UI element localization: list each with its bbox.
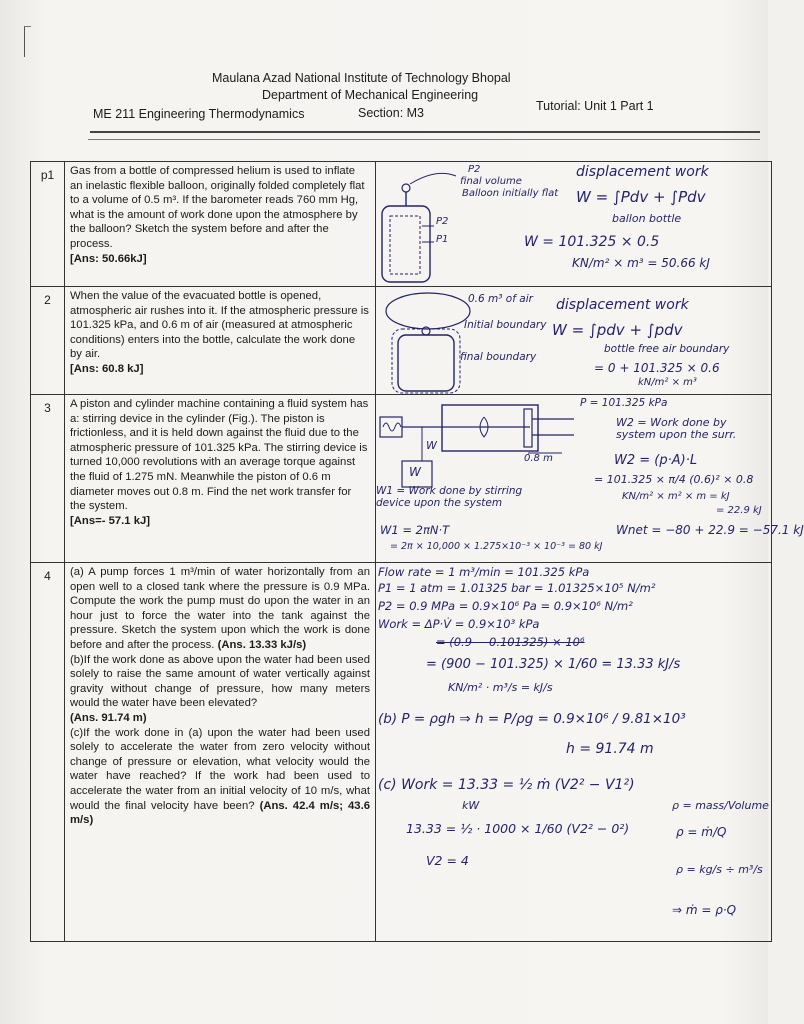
solution-line: W = ∫Pdv + ∫Pdv [576,188,706,206]
evacuated-bottle-sketch [380,291,480,395]
solution-line: KN/m² × m² × m = kJ [622,491,730,502]
solution-line: ρ = kg/s ÷ m³/s [676,863,763,876]
solution-line: h = 91.74 m [566,741,654,757]
solution-line: P2 = 0.9 MPa = 0.9×10⁶ Pa = 0.9×10⁶ N/m² [378,599,633,613]
problem-part-a: (a) A pump forces 1 m³/min of water horizontally from an open well to a closed tank where the pressure is 0.9 MPa. Compute the work the pump must do upon the water in an hour just to force the water into the tank against the pressure. Sketch the system upon which the work is done before and after the process. [70,566,370,651]
problem-answer: (Ans. 42.4 m/s; 43.6 m/s) [70,799,371,827]
solution-line: = 101.325 × π/4 (0.6)² × 0.8 [594,473,754,486]
sketch-label: Balloon initially flat [462,188,559,199]
problem-statement: A piston and cylinder machine containing a fluid system has a: stirring device in the cylinder (Fig.). The piston is frictionless, and it is held down against the fluid due to the atmospheric pressure of 101.325 kPa. The stirring device is turned 10,000 revolutions with an average torque against the fluid of 1.275 mN. Meanwhile the piston of 0.6 m diameter moves out 0.8 m. Find the net work transfer for the system. [70,398,369,513]
tutorial-label: Tutorial: Unit 1 Part 1 [536,99,654,113]
header-rule [90,131,760,133]
problem-text [65,395,376,563]
solution-line: W2 = (p·A)·L [614,453,698,468]
header-rule-secondary [88,139,760,140]
solution-line: 13.33 = ½ · 1000 × 1/60 (V2² − 0²) [406,821,630,836]
solution-line: Work = ΔP·V̇ = 0.9×10³ kPa [378,617,540,631]
solution-line: (c) Work = 13.33 = ½ ṁ (V2² − V1²) [378,777,635,793]
solution-line: ballon bottle [612,212,682,225]
problem-number: 2 [31,287,65,395]
problem-number: 4 [31,563,65,942]
solution-line: = 0 + 101.325 × 0.6 [594,361,720,375]
problem-part-c: (c)If the work done in (a) upon the water had been used solely to accelerate the water from zero velocity without change of pressure or elevation, what velocity would the water have reached? If the work had been used to accelerate the water from an initial velocity of 10 m/s, what would the final velocity have been? [70,726,370,812]
solution-line: W1 = Work done by stirring device upon the system [376,485,523,509]
solution-line: ρ = mass/Volume [672,799,769,812]
solution-line: displacement work [556,297,689,313]
piston-cylinder-sketch [378,399,578,491]
problem-row [31,563,772,942]
sketch-label: 0.8 m [524,453,553,464]
solution-line: V2 = 4 [426,853,469,868]
sketch-label: final volume [460,176,522,187]
sketch-label: 0.6 m³ of air [468,293,533,305]
problem-row [31,395,772,563]
problem-part-b: (b)If the work done as above upon the water had been used solely to raise the same amount of water vertically against gravity without change of pressure, how many meters would the water have been elevated? [70,653,370,710]
solution-line: bottle free air boundary [604,343,730,355]
problem-text [65,563,376,942]
solution-line: = 2π × 10,000 × 1.275×10⁻³ × 10⁻³ = 80 kJ [390,541,603,552]
sketch-label: P2 [468,164,481,175]
problem-answer: (Ans. 91.74 m) [70,711,147,724]
solution-line: W2 = Work done by system upon the surr. [616,416,737,441]
handwritten-solution [376,287,772,395]
course-title: ME 211 Engineering Thermodynamics [93,107,305,121]
solution-line: KN/m² × m³ = 50.66 kJ [572,256,710,270]
solution-line: (b) P = ρgh ⇒ h = P/ρg = 0.9×10⁶ / 9.81×10³ [378,711,686,727]
problem-statement: Gas from a bottle of compressed helium is used to inflate an inelastic flexible balloon, originally folded completely flat to a volume of 0.5 m³. If the barometer reads 760 mm Hg, what is the amount of work done upon the atmosphere by the balloon? Sketch the system before and after the process. [70,165,365,250]
institute-name: Maulana Azad National Institute of Technology Bhopal [212,71,511,85]
solution-line: W = 101.325 × 0.5 [524,234,660,250]
problem-text [65,287,376,395]
sketch-label: P = 101.325 kPa [580,397,668,409]
solution-line: kW [462,799,480,812]
problem-statement: When the value of the evacuated bottle is opened, atmospheric air rushes into it. If the atmospheric pressure is 101.325 kPa, and 0.6 m of air (measured at atmospheric conditions) enters into the bottle, calculate the work done by air. [70,290,369,361]
problem-row [31,162,772,287]
department-name: Department of Mechanical Engineering [262,88,479,102]
sketch-label: Initial boundary [464,319,547,331]
solution-line: kN/m² × m³ [638,377,697,388]
problems-table [30,161,804,942]
sketch-label: W [426,439,437,452]
problem-row [31,287,772,395]
problem-number: p1 [31,162,65,287]
problem-number: 3 [31,395,65,563]
problem-text [65,162,376,287]
corner-mark [24,26,31,57]
solution-line: displacement work [576,164,709,180]
solution-line: P1 = 1 atm = 1.01325 bar = 1.01325×10⁵ N/m² [378,581,656,595]
sketch-label: P1 [436,234,449,245]
problem-answer: (Ans. 13.33 kJ/s) [217,638,307,651]
sketch-label: P2 [436,216,449,227]
solution-line: ρ = ṁ/Q [676,825,727,839]
solution-line: KN/m² · m³/s = kJ/s [448,681,553,694]
problem-answer: [Ans=- 57.1 kJ] [70,514,151,527]
solution-line: = 22.9 kJ [716,505,762,516]
solution-line: W1 = 2πN·T [380,523,450,537]
handwritten-solution [376,162,772,287]
solution-line: ⇒ ṁ = ρ·Q [672,903,737,917]
sketch-label: W [409,465,421,479]
solution-line: = (0.9 − 0.101325) × 10⁶ [436,635,585,649]
sketch-label: final boundary [460,351,537,363]
solution-line: W = ∫pdv + ∫pdv [552,321,683,339]
handwritten-solution [376,563,772,942]
solution-line: Flow rate = 1 m³/min = 101.325 kPa [378,565,590,579]
solution-line: Wnet = −80 + 22.9 = −57.1 kJ [616,523,804,537]
handwritten-solution [376,395,804,563]
problem-answer: [Ans: 50.66kJ] [70,252,147,265]
problem-answer: [Ans: 60.8 kJ] [70,362,144,375]
section-label: Section: M3 [358,106,425,120]
solution-line: = (900 − 101.325) × 1/60 = 13.33 kJ/s [426,657,681,672]
